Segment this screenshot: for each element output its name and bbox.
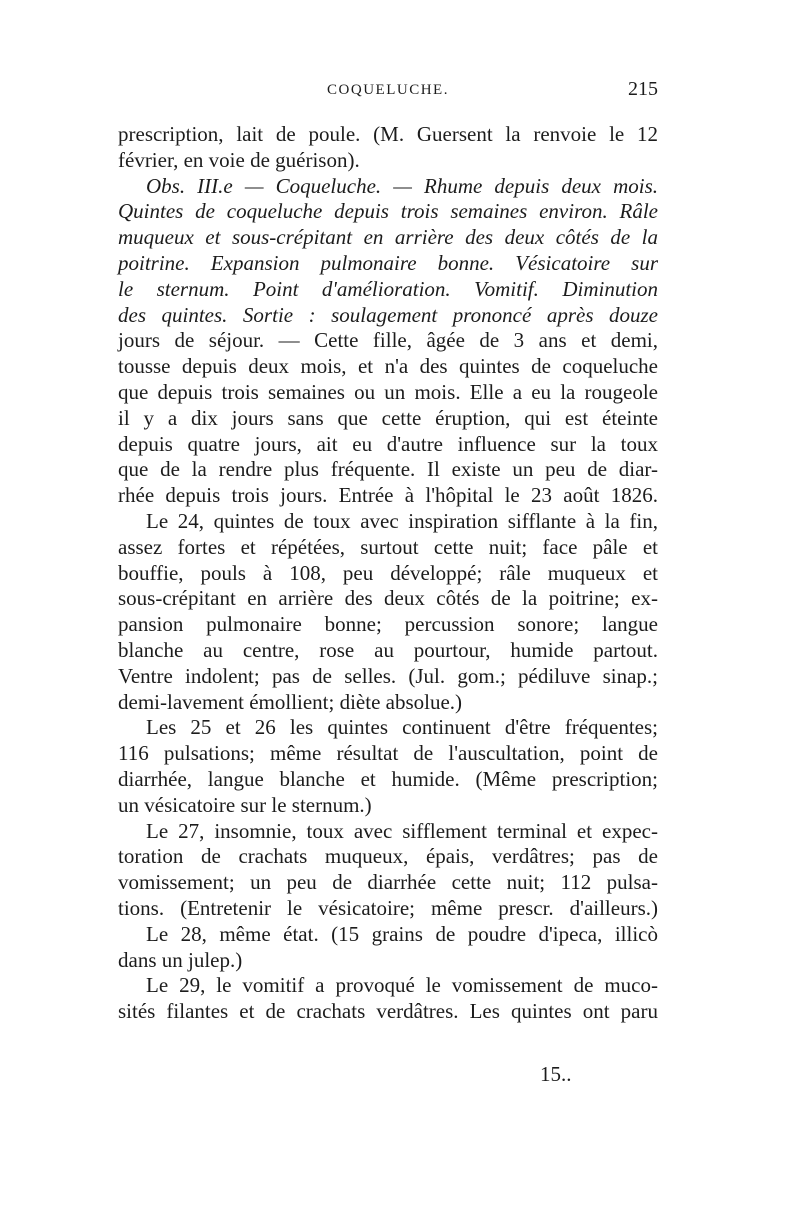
text-line: bouffie, pouls à 108, peu développé; râle muqueux et <box>118 560 658 585</box>
text-line: diarrhée, langue blanche et humide. (Même prescription; <box>118 766 658 791</box>
page-number: 215 <box>628 78 658 100</box>
text-line: demi-lavement émollient; diète absolue.) <box>118 689 463 714</box>
text-line: février, en voie de guérison). <box>118 147 360 172</box>
text-line: sités filantes et de crachats verdâtres. Les quintes ont paru <box>118 999 658 1024</box>
text-line: muqueux et sous-crépitant en arrière des deux côtés de la <box>118 225 658 250</box>
text-line: Obs. III.e — Coqueluche. — Rhume depuis deux mois. <box>146 173 658 198</box>
text-line: toration de crachats muqueux, épais, verdâtres; pas de <box>118 844 658 869</box>
text-line: que de la rendre plus fréquente. Il existe un peu de diar- <box>118 457 658 482</box>
text-line: Le 24, quintes de toux avec inspiration sifflante à la fin, <box>146 508 658 533</box>
text-line: tousse depuis deux mois, et n'a des quintes de coqueluche <box>118 354 658 379</box>
text-line: un vésicatoire sur le sternum.) <box>118 792 372 817</box>
text-line: Le 29, le vomitif a provoqué le vomissement de muco- <box>146 973 658 998</box>
text-line: 116 pulsations; même résultat de l'auscultation, point de <box>118 741 658 766</box>
text-line: sous-crépitant en arrière des deux côtés de la poitrine; ex- <box>118 586 658 611</box>
signature-mark: 15.. <box>540 1062 572 1086</box>
text-line: dans un julep.) <box>118 947 243 972</box>
text-line: poitrine. Expansion pulmonaire bonne. Vésicatoire sur <box>118 250 658 275</box>
text-line: pansion pulmonaire bonne; percussion sonore; langue <box>118 612 658 637</box>
text-line: que depuis trois semaines ou un mois. Elle a eu la rougeole <box>118 379 658 404</box>
text-line: blanche au centre, rose au pourtour, humide partout. <box>118 637 658 662</box>
text-line: des quintes. Sortie : soulagement prononcé après douze <box>118 302 658 327</box>
text-line: depuis quatre jours, ait eu d'autre influence sur la toux <box>118 431 658 456</box>
text-line: Ventre indolent; pas de selles. (Jul. gom.; pédiluve sinap.; <box>118 663 658 688</box>
text-line: le sternum. Point d'amélioration. Vomitif. Diminution <box>118 276 658 301</box>
text-line: Les 25 et 26 les quintes continuent d'être fréquentes; <box>146 715 658 740</box>
text-line: vomissement; un peu de diarrhée cette nuit; 112 pulsa- <box>118 870 658 895</box>
body-text <box>118 122 658 1025</box>
text-line: rhée depuis trois jours. Entrée à l'hôpital le 23 août 1826. <box>118 483 658 508</box>
running-head <box>118 76 658 106</box>
text-line: assez fortes et répétées, surtout cette nuit; face pâle et <box>118 534 658 559</box>
text-line: Le 27, insomnie, toux avec sifflement terminal et expec- <box>146 818 658 843</box>
text-line: jours de séjour. — Cette fille, âgée de 3 ans et demi, <box>118 328 658 353</box>
text-line: Quintes de coqueluche depuis trois semaines environ. Râle <box>118 199 658 224</box>
text-line: tions. (Entretenir le vésicatoire; même prescr. d'ailleurs.) <box>118 895 658 920</box>
text-line: Le 28, même état. (15 grains de poudre d'ipeca, illicò <box>146 921 658 946</box>
running-head-title: COQUELUCHE. <box>327 82 449 98</box>
text-line: il y a dix jours sans que cette éruption, qui est éteinte <box>118 405 658 430</box>
text-line: prescription, lait de poule. (M. Guersent la renvoie le 12 <box>118 122 658 146</box>
